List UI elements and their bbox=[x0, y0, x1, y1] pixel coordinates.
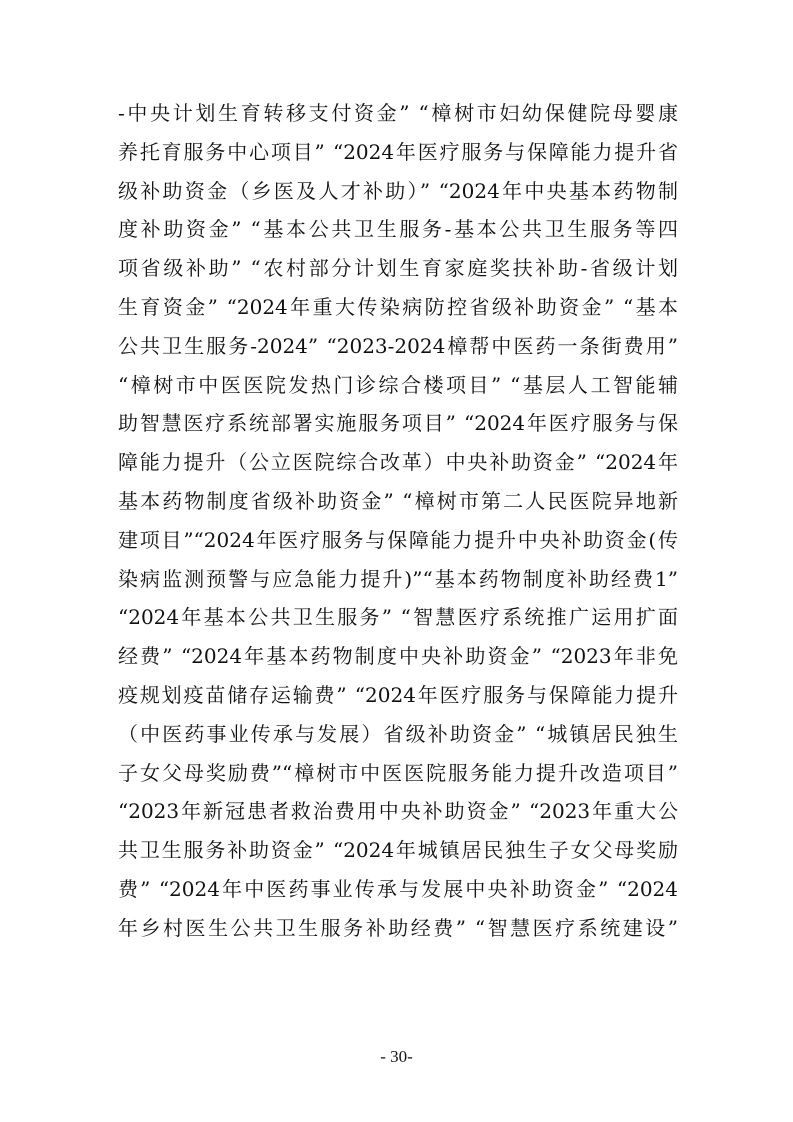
text-line-2: 养托育服务中心项目” “2024年医疗服务与保障能力提升省 bbox=[118, 139, 678, 164]
text-line-1: -中央计划生育转移支付资金” “樟树市妇幼保健院母婴康 bbox=[118, 101, 678, 125]
text-line-11: 基本药物制度省级补助资金” “樟树市第二人民医院异地新 bbox=[118, 488, 678, 513]
body-text bbox=[118, 94, 678, 948]
text-line-19: “2023年新冠患者救治费用中央补助资金” “2023年重大公 bbox=[118, 799, 678, 824]
text-line-12: 建项目”“2024年医疗服务与保障能力提升中央补助资金(传 bbox=[118, 527, 678, 552]
text-line-3: 级补助资金（乡医及人才补助）” “2024年中央基本药物制 bbox=[118, 178, 678, 203]
text-line-7: 公共卫生服务-2024” “2023-2024樟帮中医药一条街费用” bbox=[118, 333, 678, 358]
text-line-5: 项省级补助” “农村部分计划生育家庭奖扶补助-省级计划 bbox=[118, 256, 678, 281]
text-line-13: 染病监测预警与应急能力提升)”“基本药物制度补助经费1” bbox=[118, 566, 678, 591]
text-line-16: 疫规划疫苗储存运输费” “2024年医疗服务与保障能力提升 bbox=[118, 682, 678, 707]
text-line-22: 年乡村医生公共卫生服务补助经费” “智慧医疗系统建设” bbox=[118, 915, 678, 940]
text-line-9: 助智慧医疗系统部署实施服务项目” “2024年医疗服务与保 bbox=[118, 411, 678, 436]
text-line-10: 障能力提升（公立医院综合改革）中央补助资金” “2024年 bbox=[118, 450, 678, 475]
text-line-17: （中医药事业传承与发展）省级补助资金” “城镇居民独生 bbox=[118, 721, 678, 746]
text-line-4: 度补助资金” “基本公共卫生服务-基本公共卫生服务等四 bbox=[118, 217, 678, 242]
text-line-8: “樟树市中医医院发热门诊综合楼项目” “基层人工智能辅 bbox=[118, 372, 678, 397]
text-line-14: “2024年基本公共卫生服务” “智慧医疗系统推广运用扩面 bbox=[118, 605, 678, 630]
text-line-20: 共卫生服务补助资金” “2024年城镇居民独生子女父母奖励 bbox=[118, 838, 678, 863]
page-number: - 30- bbox=[380, 1047, 413, 1066]
text-line-6: 生育资金” “2024年重大传染病防控省级补助资金” “基本 bbox=[118, 294, 678, 319]
text-line-21: 费” “2024年中医药事业传承与发展中央补助资金” “2024 bbox=[118, 876, 678, 901]
text-line-15: 经费” “2024年基本药物制度中央补助资金” “2023年非免 bbox=[118, 644, 678, 669]
text-line-18: 子女父母奖励费”“樟树市中医医院服务能力提升改造项目” bbox=[118, 760, 678, 785]
